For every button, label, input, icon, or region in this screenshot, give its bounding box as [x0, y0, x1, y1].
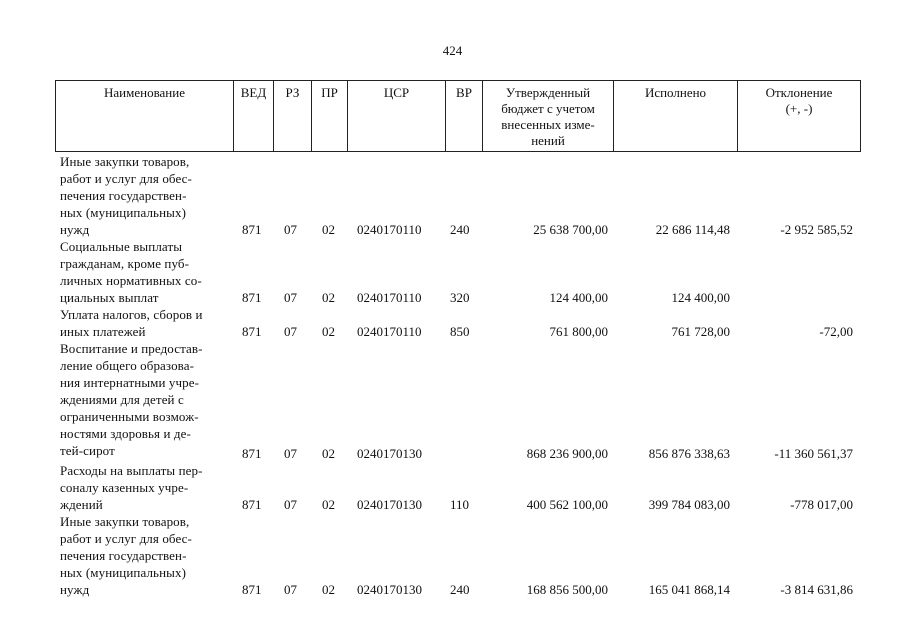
row-name: Расходы на выплаты пер- соналу казенных учре- ждений: [60, 463, 203, 512]
row-rz: 07: [284, 290, 297, 305]
row-deviation: -2 952 585,52: [780, 222, 853, 237]
row-rz: 07: [284, 446, 297, 461]
row-deviation: -3 814 631,86: [780, 582, 853, 597]
row-deviation: -778 017,00: [790, 497, 853, 512]
row-rz: 07: [284, 222, 297, 237]
row-ved: 871: [242, 222, 262, 237]
row-deviation: -72,00: [819, 324, 853, 339]
row-rz: 07: [284, 324, 297, 339]
row-vr: 850: [450, 324, 470, 339]
row-executed: 165 041 868,14: [648, 582, 730, 597]
row-csr: 0240170110: [357, 324, 422, 339]
row-name: Иные закупки товаров, работ и услуг для обес- печения государствен- ных (муниципальных) нужд: [60, 154, 192, 237]
row-ved: 871: [242, 446, 262, 461]
header-budget: Утвержденный бюджет с учетом внесенных изме- нений: [482, 80, 613, 152]
row-pr: 02: [322, 324, 335, 339]
row-name: Воспитание и предостав- ление общего образова- ния интернатными учре- ждениями для детей с ограниченными возмож- ностями здоровья и де- тей-сирот: [60, 341, 203, 458]
header-vr: ВР: [445, 80, 482, 152]
row-name: Иные закупки товаров, работ и услуг для обес- печения государствен- ных (муниципальных) нужд: [60, 514, 192, 597]
row-budget: 761 800,00: [549, 324, 608, 339]
row-executed: 22 686 114,48: [655, 222, 730, 237]
header-deviation: Отклонение (+, -): [737, 80, 861, 152]
row-ved: 871: [242, 497, 262, 512]
row-pr: 02: [322, 582, 335, 597]
row-pr: 02: [322, 222, 335, 237]
row-csr: 0240170130: [357, 582, 422, 597]
row-budget: 400 562 100,00: [526, 497, 608, 512]
row-vr: 320: [450, 290, 470, 305]
row-vr: 110: [450, 497, 470, 512]
page-number: 424: [442, 43, 463, 58]
row-vr: 240: [450, 582, 470, 597]
row-budget: 868 236 900,00: [526, 446, 608, 461]
row-csr: 0240170110: [357, 222, 422, 237]
row-pr: 02: [322, 290, 335, 305]
row-csr: 0240170130: [357, 497, 422, 512]
row-pr: 02: [322, 497, 335, 512]
header-pr: ПР: [311, 80, 347, 152]
header-name: Наименование: [55, 80, 233, 152]
header-executed: Исполнено: [613, 80, 737, 152]
row-name: Социальные выплаты гражданам, кроме пуб- личных нормативных со- циальных выплат: [60, 239, 202, 305]
header-ved: ВЕД: [233, 80, 273, 152]
row-budget: 124 400,00: [549, 290, 608, 305]
row-ved: 871: [242, 290, 262, 305]
row-budget: 25 638 700,00: [533, 222, 608, 237]
row-name: Уплата налогов, сборов и иных платежей: [60, 307, 203, 339]
row-executed: 399 784 083,00: [648, 497, 730, 512]
row-executed: 856 876 338,63: [648, 446, 730, 461]
row-budget: 168 856 500,00: [526, 582, 608, 597]
row-csr: 0240170130: [357, 446, 422, 461]
row-rz: 07: [284, 582, 297, 597]
row-ved: 871: [242, 324, 262, 339]
row-rz: 07: [284, 497, 297, 512]
row-executed: 761 728,00: [671, 324, 730, 339]
header-rz: РЗ: [273, 80, 311, 152]
row-vr: 240: [450, 222, 470, 237]
row-deviation: -11 360 561,37: [774, 446, 853, 461]
row-csr: 0240170110: [357, 290, 422, 305]
row-pr: 02: [322, 446, 335, 461]
row-executed: 124 400,00: [671, 290, 730, 305]
header-csr: ЦСР: [347, 80, 445, 152]
row-ved: 871: [242, 582, 262, 597]
